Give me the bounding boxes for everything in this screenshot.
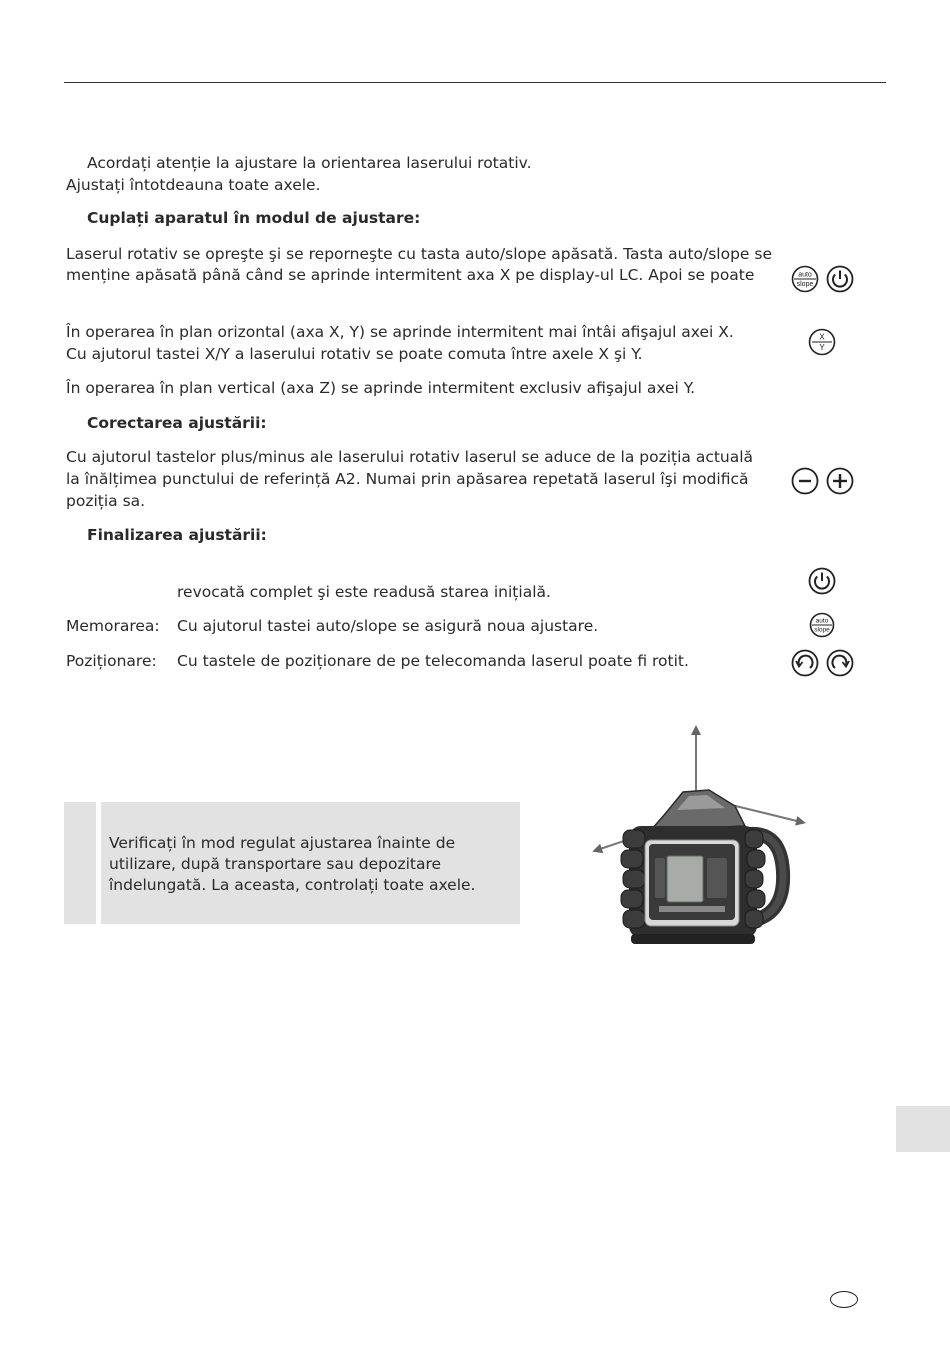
paragraph-line: În operarea în plan vertical (axa Z) se aprinde intermitent exclusiv afişajul axei Y. — [66, 379, 696, 397]
finalize-row-label: Memorarea: — [66, 617, 160, 635]
paragraph-line: menține apăsată până când se aprinde intermitent axa X pe display-ul LC. Apoi se poate — [66, 266, 755, 284]
note-text — [109, 833, 475, 896]
section-heading-adjust-mode: Cuplați aparatul în modul de ajustare: — [87, 209, 421, 227]
section-heading-finalize: Finalizarea ajustării: — [87, 526, 267, 544]
rotate-icons — [790, 648, 856, 678]
note-line: îndelungată. La aceasta, controlați toate axele. — [109, 876, 476, 894]
paragraph-line: Cu ajutorul tastei X/Y a laserului rotativ se poate comuta între axele X şi Y. — [66, 345, 643, 363]
paragraph-line: Laserul rotativ se opreşte şi se reporneşte cu tasta auto/slope apăsată. Tasta auto/slope se — [66, 245, 773, 263]
svg-text:Y: Y — [819, 343, 825, 352]
section-heading-correction: Corectarea ajustării: — [87, 414, 267, 432]
rotary-laser-illustration — [585, 722, 815, 954]
plus-icon — [828, 469, 853, 494]
svg-text:auto: auto — [798, 271, 812, 279]
minus-icon — [793, 469, 818, 494]
lc-display — [667, 856, 703, 902]
finalize-row-text: revocată complet şi este readusă starea inițială. — [177, 583, 551, 601]
paragraph-line: poziția sa. — [66, 492, 146, 510]
paragraph-line: la înălțimea punctului de referință A2. Numai prin apăsarea repetată laserul îşi modifică — [66, 470, 749, 488]
auto-slope-icon — [808, 611, 836, 639]
header-rule — [64, 82, 886, 83]
intro-line-2: Ajustați întotdeauna toate axele. — [66, 176, 321, 194]
svg-text:slope: slope — [814, 626, 830, 634]
auto-slope-and-power-icons — [790, 264, 856, 294]
minus-plus-icons — [790, 466, 856, 496]
xy-icon — [807, 327, 837, 357]
auto-slope-icon — [793, 267, 818, 292]
paragraph-line: Cu ajutorul tastelor plus/minus ale laserului rotativ laserul se aduce de la poziția actuală — [66, 448, 754, 466]
paragraph-line: În operarea în plan orizontal (axa X, Y) se aprinde intermitent mai întâi afişajul axei X. — [66, 323, 734, 341]
finalize-row-label: Poziționare: — [66, 652, 157, 670]
rotate-right-icon — [828, 651, 853, 676]
intro-line-1: Acordați atenție la ajustare la orientarea laserului rotativ. — [87, 154, 532, 172]
language-marker-oval — [830, 1291, 858, 1308]
note-line: utilizare, după transportare sau depozitare — [109, 855, 442, 873]
note-accent-bar — [64, 802, 96, 924]
svg-text:auto: auto — [815, 617, 829, 625]
rotate-left-icon — [793, 651, 818, 676]
power-icon — [807, 566, 837, 596]
side-tab — [896, 1106, 950, 1152]
finalize-row-text: Cu ajutorul tastei auto/slope se asigură noua ajustare. — [177, 617, 599, 635]
finalize-row-text: Cu tastele de poziționare de pe telecomanda laserul poate fi rotit. — [177, 652, 689, 670]
svg-text:X: X — [819, 332, 825, 342]
note-line: Verificați în mod regulat ajustarea înainte de — [109, 834, 456, 852]
power-icon — [828, 267, 853, 292]
svg-text:slope: slope — [796, 281, 814, 288]
